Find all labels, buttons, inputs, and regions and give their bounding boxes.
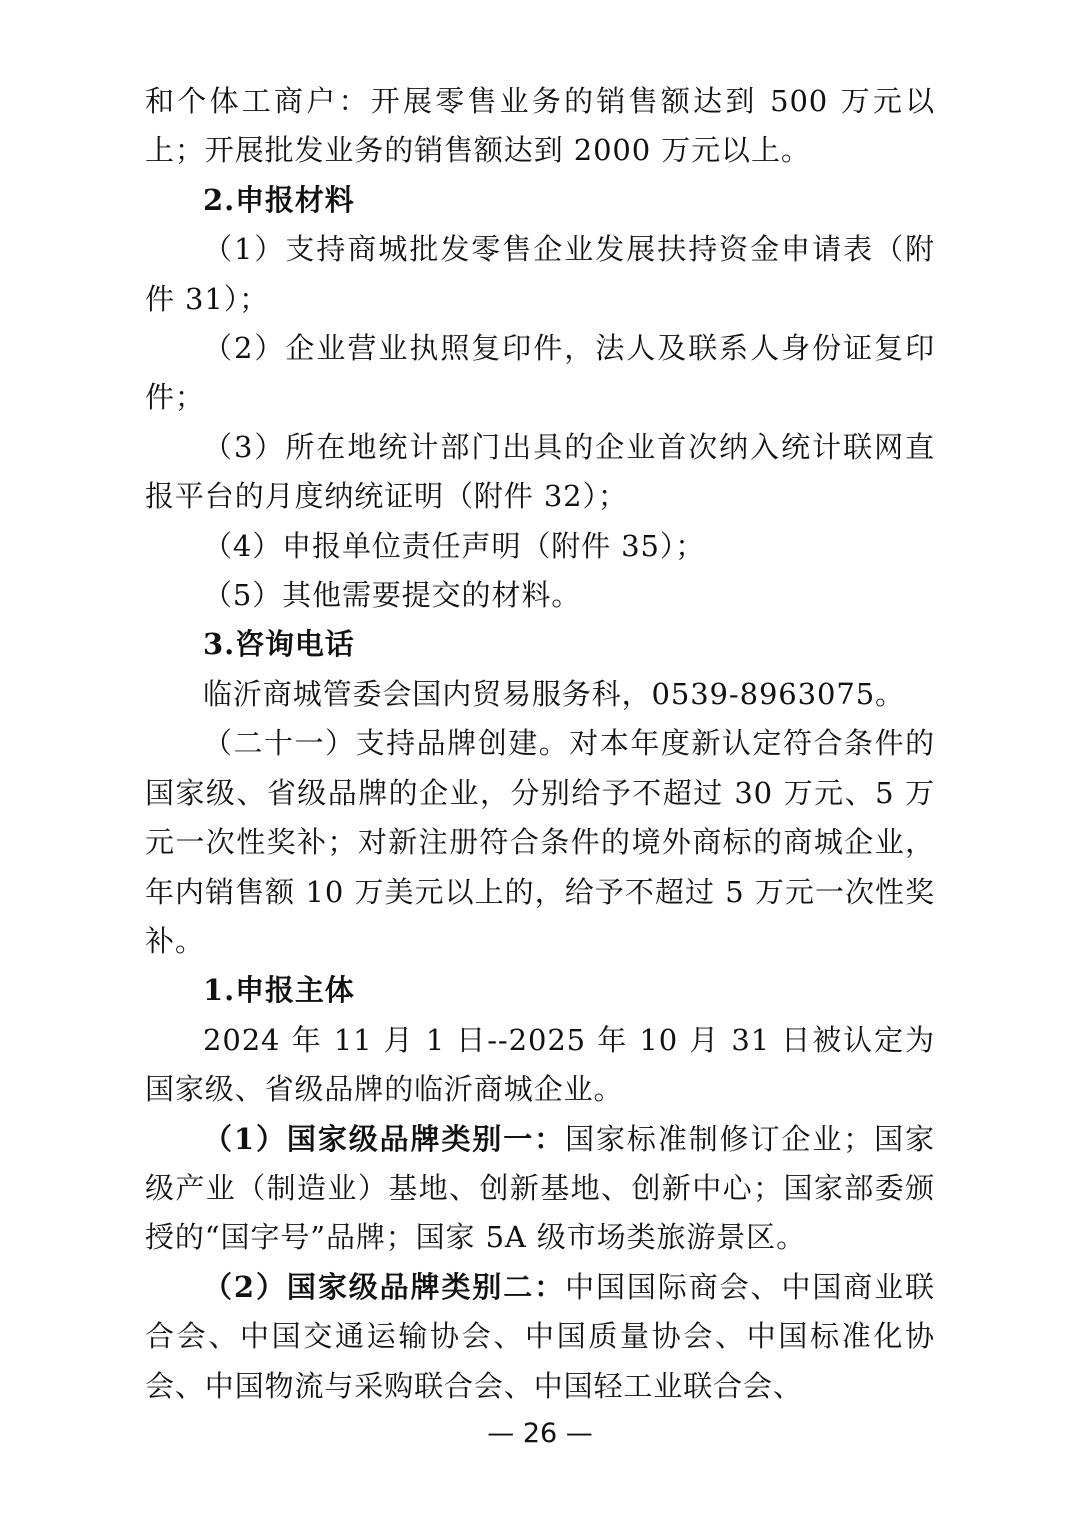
national-brand-category-2-text: 中国国际商会、中国商业联合会、中国交通运输协会、中国质量协会、中国标准化协会、中国物流与采购联合会、中国轻工业联合会、 (145, 1269, 935, 1403)
national-brand-category-2-label: （2）国家级品牌类别二： (203, 1269, 566, 1304)
consultation-phone-text: 临沂商城管委会国内贸易服务科，0539-8963075。 (203, 676, 905, 711)
national-brand-category-1-label: （1）国家级品牌类别一： (203, 1121, 566, 1156)
paragraph-brand-support: （二十一）支持品牌创建。对本年度新认定符合条件的国家级、省级品牌的企业，分别给予不超过 30 万元、5 万元一次性奖补；对新注册符合条件的境外商标的商城企业，年内销售额 10 万美元以上的，给予不超过 5 万元一次性奖补。 (145, 726, 935, 958)
heading-consultation-phone: 3.咨询电话 (203, 627, 355, 662)
material-item-4: （4）申报单位责任声明（附件 35）； (203, 528, 706, 563)
document-body (145, 77, 935, 1411)
heading-applicant: 1.申报主体 (203, 973, 355, 1008)
material-item-3: （3）所在地统计部门出具的企业首次纳入统计联网直报平台的月度纳统证明（附件 32）； (145, 429, 935, 514)
national-brand-category-1-text: 国家标准制修订企业；国家级产业（制造业）基地、创新基地、创新中心；国家部委颁授的“国字号”品牌；国家 5A 级市场类旅游景区。 (145, 1121, 935, 1255)
paragraph-national-brand-category-1 (145, 1115, 935, 1263)
page-number: — 26 — (487, 1418, 593, 1449)
material-item-1: （1）支持商城批发零售企业发展扶持资金申请表（附件 31）； (145, 232, 935, 316)
paragraph-national-brand-category-2 (145, 1263, 935, 1411)
material-item-5: （5）其他需要提交的材料。 (203, 578, 582, 613)
paragraph-applicant-period: 2024 年 11 月 1 日--2025 年 10 月 31 日被认定为国家级、省级品牌的临沂商城企业。 (145, 1022, 935, 1107)
heading-application-materials: 2.申报材料 (203, 182, 355, 217)
paragraph-retail-threshold: 和个体工商户：开展零售业务的销售额达到 500 万元以上；开展批发业务的销售额达到 2000 万元以上。 (145, 84, 935, 168)
material-item-2: （2）企业营业执照复印件，法人及联系人身份证复印件； (145, 331, 935, 415)
